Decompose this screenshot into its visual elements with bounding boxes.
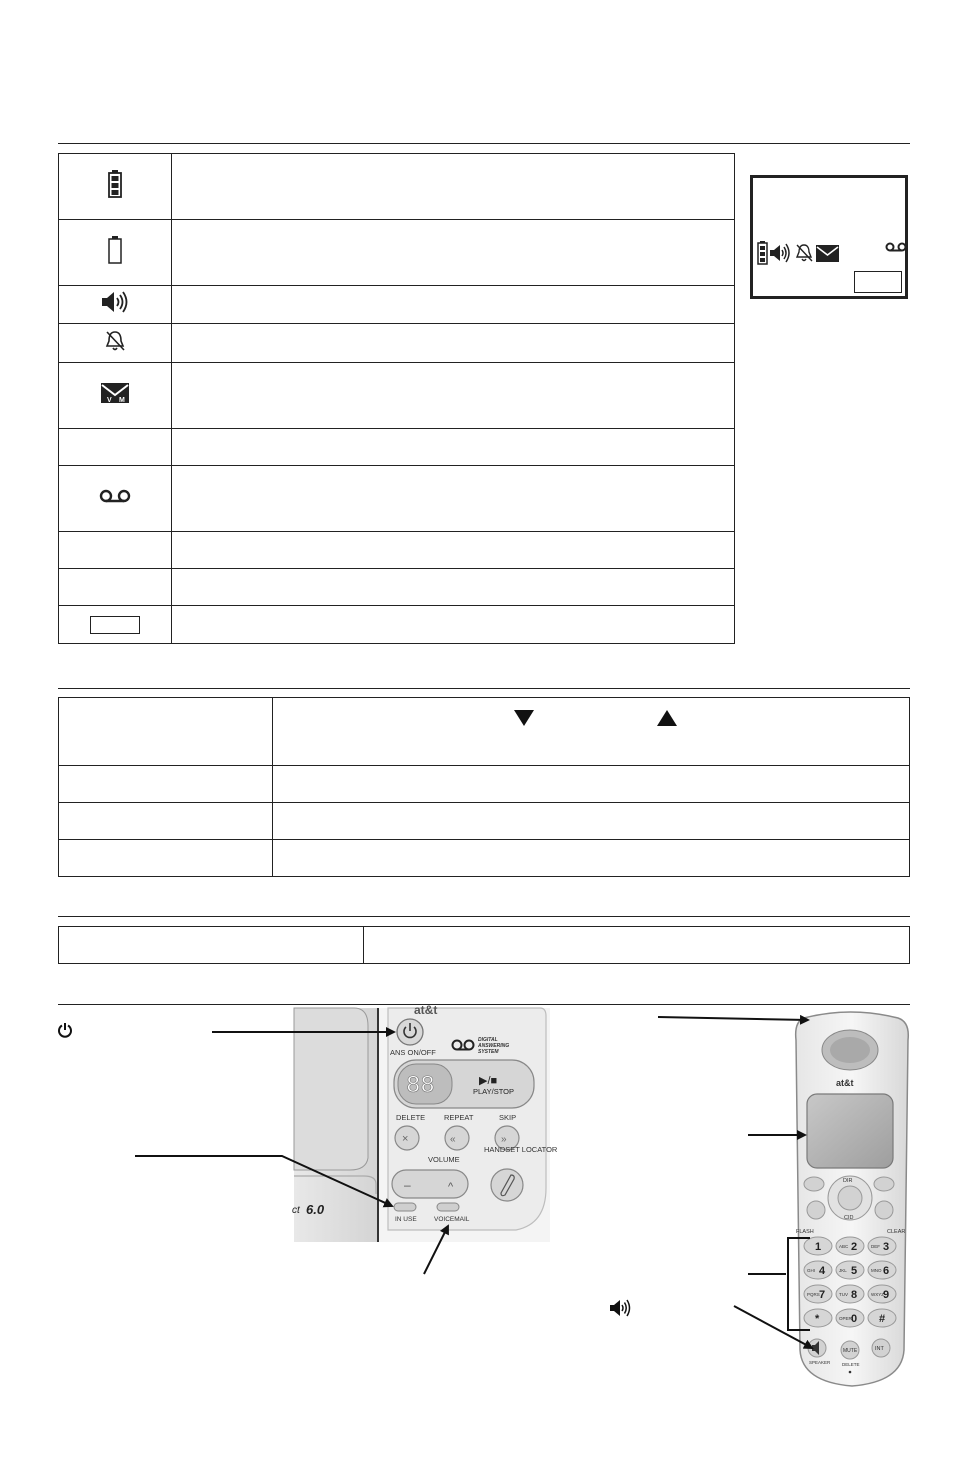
svg-text:88: 88 [406,1073,435,1100]
svg-text:IN USE: IN USE [395,1216,417,1223]
svg-text:^: ^ [448,1181,454,1193]
svg-text:FLASH: FLASH [796,1229,814,1235]
svg-text:V: V [106,397,112,404]
svg-text:ct: ct [292,1205,300,1216]
svg-text:DELETE: DELETE [396,1113,426,1122]
svg-text:REPEAT: REPEAT [444,1113,474,1122]
svg-text:«: « [450,1134,456,1145]
svg-text:INT: INT [875,1346,884,1352]
keypad-key-number: 7 [819,1289,826,1301]
svg-text:6.0: 6.0 [306,1202,325,1217]
svg-text:SYSTEM: SYSTEM [478,1049,499,1055]
svg-text:HANDSET LOCATOR: HANDSET LOCATOR [484,1145,558,1154]
keypad-key-number: 3 [883,1241,890,1253]
base-brand-logo: at&t [414,1003,438,1017]
svg-text:VOICEMAIL: VOICEMAIL [434,1216,470,1223]
svg-text:–: – [404,1178,411,1192]
keypad-key-letters: PQRS [807,1292,820,1297]
keypad-key-number: 1 [815,1241,822,1253]
keypad-key-number: 6 [883,1265,890,1277]
svg-text:▶/■: ▶/■ [479,1075,498,1087]
keypad-key-letters: WXYZ [871,1292,884,1297]
svg-text:DIGITAL: DIGITAL [478,1037,498,1043]
keypad-key-letters: MNO [871,1268,882,1273]
svg-text:MUTE: MUTE [843,1348,858,1354]
keypad-key-letters: DEF [871,1244,880,1249]
speaker-icon [609,1299,633,1317]
svg-text:CID: CID [844,1215,854,1221]
keypad-key-number: 8 [851,1289,858,1301]
keypad-key-letters: JKL [839,1268,847,1273]
svg-text:DIR: DIR [843,1178,853,1184]
svg-text:»: » [501,1134,507,1145]
keypad-key-number: * [815,1313,820,1325]
keypad-key-number: 5 [851,1265,858,1277]
svg-text:ANSWERING: ANSWERING [478,1043,510,1049]
keypad-key-number: 9 [883,1289,890,1301]
svg-text:CLEAR: CLEAR [887,1229,906,1235]
keypad-key-letters: TUV [839,1292,848,1297]
keypad-key-number: # [879,1313,886,1325]
keypad-key-letters: OPER [839,1316,852,1321]
svg-text:PLAY/STOP: PLAY/STOP [473,1087,514,1096]
svg-text:VOLUME: VOLUME [428,1155,460,1164]
keypad-key-number: 4 [819,1265,826,1277]
svg-text:DELETE: DELETE [842,1362,860,1367]
keypad-key-letters: ABC [839,1244,849,1249]
svg-text:SKIP: SKIP [499,1113,517,1122]
svg-text:SPEAKER: SPEAKER [809,1360,831,1365]
keypad-key-letters: GHI [807,1268,816,1273]
answering-on-off-label: ANS ON/OFF [390,1048,436,1057]
svg-text:×: × [402,1133,409,1145]
keypad-key-number: 0 [851,1313,858,1325]
keypad-key-number: 2 [851,1241,858,1253]
svg-text:M: M [118,397,125,404]
handset-brand-logo: at&t [836,1078,854,1088]
